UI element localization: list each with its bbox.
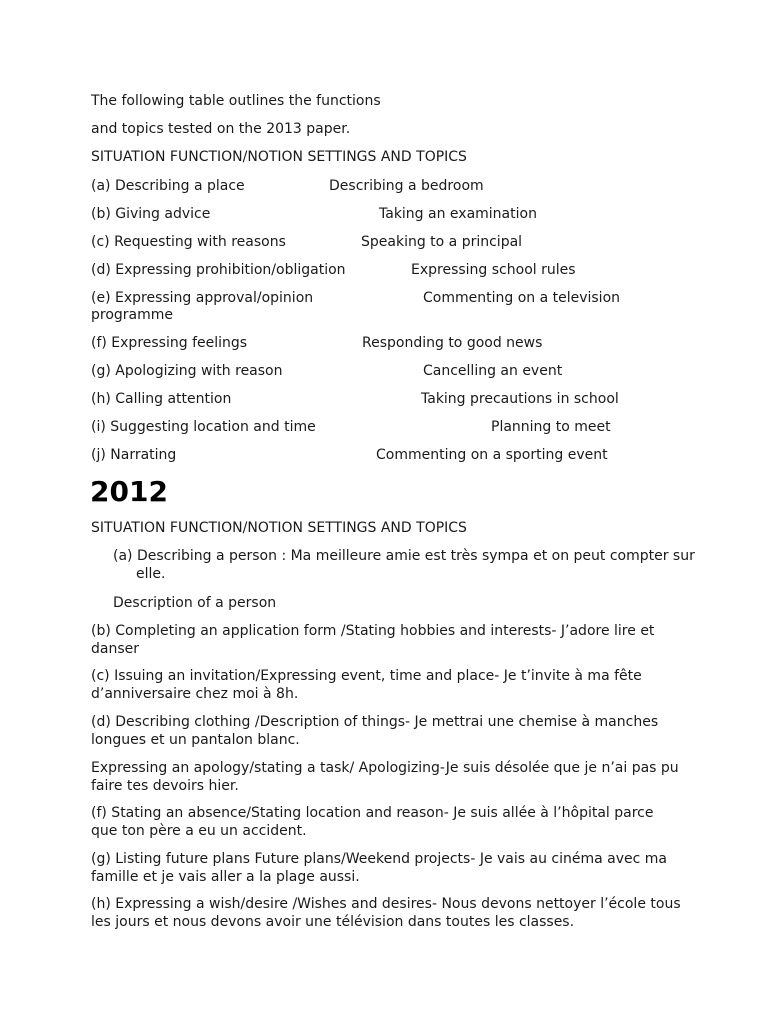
- intro-line-1: The following table outlines the functions: [91, 93, 381, 109]
- section-2012-header: SITUATION FUNCTION/NOTION SETTINGS AND TOPICS: [91, 520, 467, 536]
- year-heading: 2012: [90, 475, 168, 508]
- list-item: (b) Completing an application form /Stating hobbies and interests- J’adore lire et danser: [91, 623, 655, 657]
- topic-label: Describing a bedroom: [329, 178, 484, 194]
- topic-label: Speaking to a principal: [361, 234, 523, 250]
- list-item: (a) Describing a person : Ma meilleure amie est très sympa et on peut compter sur elle.: [113, 548, 695, 582]
- list-item: (h) Expressing a wish/desire /Wishes and desires- Nous devons nettoyer l’école tous les jours et nous devons avoir une télévision dans toutes les classes.: [91, 896, 681, 930]
- topic-continuation: programme: [91, 307, 174, 323]
- function-label: (j) Narrating: [91, 447, 177, 463]
- topic-label: Taking an examination: [379, 206, 537, 222]
- function-label: (a) Describing a place: [91, 178, 245, 194]
- function-label: (e) Expressing approval/opinion: [91, 290, 314, 306]
- topic-label: Planning to meet: [491, 419, 611, 435]
- topic-label: Cancelling an event: [423, 363, 563, 379]
- function-label: (d) Expressing prohibition/obligation: [91, 262, 346, 278]
- intro-line-2: and topics tested on the 2013 paper.: [91, 121, 351, 137]
- topic-label: Commenting on a sporting event: [376, 447, 608, 463]
- topic-label: Responding to good news: [362, 335, 543, 351]
- function-label: (g) Apologizing with reason: [91, 363, 283, 379]
- topic-label: Taking precautions in school: [421, 391, 619, 407]
- list-item-note: Description of a person: [113, 595, 277, 611]
- list-item: (f) Stating an absence/Stating location and reason- Je suis allée à l’hôpital parce que ton père a eu un accident.: [91, 805, 654, 839]
- function-label: (f) Expressing feelings: [91, 335, 248, 351]
- function-label: (i) Suggesting location and time: [91, 419, 316, 435]
- function-label: (c) Requesting with reasons: [91, 234, 286, 250]
- list-item: (d) Describing clothing /Description of things- Je mettrai une chemise à manches longues et un pantalon blanc.: [91, 714, 659, 748]
- list-item: Expressing an apology/stating a task/ Apologizing-Je suis désolée que je n’ai pas pu faire tes devoirs hier.: [91, 760, 679, 794]
- list-item: (c) Issuing an invitation/Expressing event, time and place- Je t’invite à ma fête d’anniversaire chez moi à 8h.: [91, 668, 642, 702]
- function-label: (h) Calling attention: [91, 391, 232, 407]
- function-label: (b) Giving advice: [91, 206, 211, 222]
- section-2013-header: SITUATION FUNCTION/NOTION SETTINGS AND TOPICS: [91, 149, 467, 165]
- topic-label: Expressing school rules: [411, 262, 576, 278]
- list-item: (g) Listing future plans Future plans/Weekend projects- Je vais au cinéma avec ma famille et je vais aller a la plage aussi.: [91, 851, 667, 885]
- topic-label: Commenting on a television: [423, 290, 621, 306]
